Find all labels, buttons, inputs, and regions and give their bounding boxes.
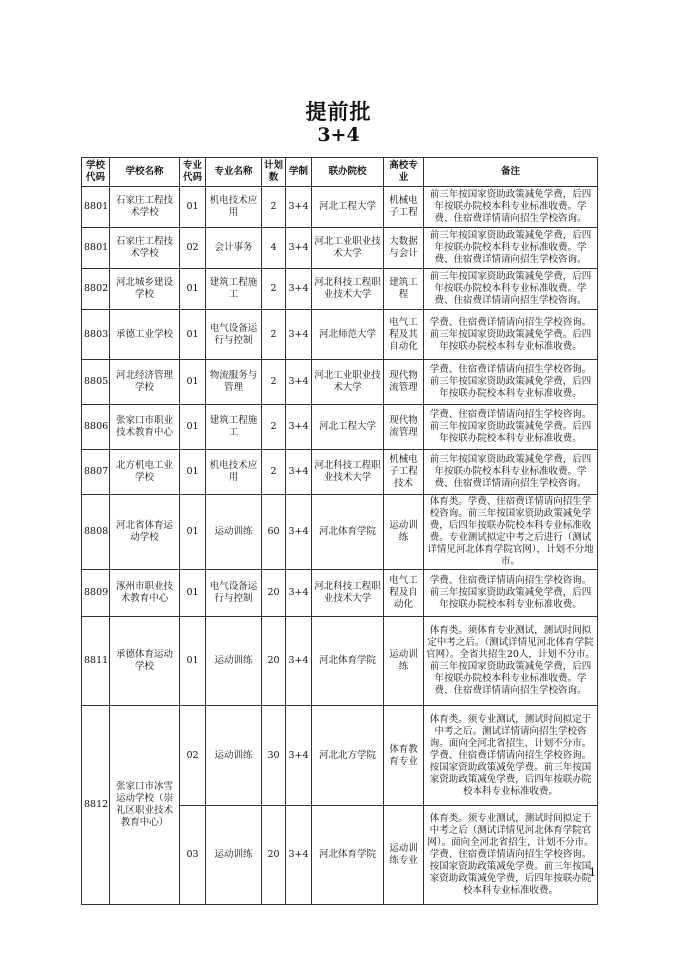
header-school-code: 学校代码 xyxy=(82,158,110,187)
cell-plan: 20 xyxy=(262,617,286,706)
cell-plan: 2 xyxy=(262,360,286,405)
cell-remark: 体育类。学费、住宿费详情请向招生学校咨询。前三年按国家资助政策减免学费，后四年按联办院校本科专业标准收费。专业测试拟定中考之后进行（测试详情见河北体育学院官网），计划不分地市。 xyxy=(424,495,598,570)
cell-major-code: 02 xyxy=(180,706,206,806)
header-plan: 计划数 xyxy=(262,158,286,187)
table-row xyxy=(82,405,598,450)
cell-partner: 河北北方学院 xyxy=(312,706,384,806)
cell-major: 运动训练 xyxy=(206,617,262,706)
cell-remark: 学费、住宿费详情请向招生学校咨询。前三年按国家资助政策减免学费，后四年按联办院校本科专业标准收费。 xyxy=(424,570,598,617)
cell-partner: 河北师范大学 xyxy=(312,310,384,360)
cell-plan: 20 xyxy=(262,570,286,617)
header-partner: 联办院校 xyxy=(312,158,384,187)
cell-college-major: 体育教育专业 xyxy=(384,706,424,806)
header-remark: 备注 xyxy=(424,158,598,187)
cell-college-major: 现代物流管理 xyxy=(384,405,424,450)
cell-code: 8808 xyxy=(82,495,110,570)
cell-plan: 2 xyxy=(262,310,286,360)
cell-partner: 河北科技工程职业技术大学 xyxy=(312,570,384,617)
cell-school: 张家口市冰雪运动学校（崇礼区职业技术教育中心） xyxy=(110,706,180,905)
cell-major: 会计事务 xyxy=(206,228,262,269)
cell-school: 北方机电工业学校 xyxy=(110,450,180,495)
cell-remark: 学费、住宿费详情请向招生学校咨询。前三年按国家资助政策减免学费，后四年按联办院校本科专业标准收费。 xyxy=(424,360,598,405)
cell-plan: 20 xyxy=(262,806,286,905)
cell-major-code: 02 xyxy=(180,228,206,269)
cell-major: 运动训练 xyxy=(206,706,262,806)
cell-school: 河北省体育运动学校 xyxy=(110,495,180,570)
cell-college-major: 机械电子工程技术 xyxy=(384,450,424,495)
cell-system: 3+4 xyxy=(286,806,312,905)
cell-system: 3+4 xyxy=(286,617,312,706)
cell-major-code: 01 xyxy=(180,310,206,360)
cell-major: 运动训练 xyxy=(206,495,262,570)
cell-system: 3+4 xyxy=(286,706,312,806)
cell-partner: 河北体育学院 xyxy=(312,495,384,570)
cell-major-code: 01 xyxy=(180,269,206,310)
cell-college-major: 运动训练 xyxy=(384,617,424,706)
cell-major-code: 03 xyxy=(180,806,206,905)
header-college-major: 高校专业 xyxy=(384,158,424,187)
cell-school: 承德体育运动学校 xyxy=(110,617,180,706)
cell-school: 承德工业学校 xyxy=(110,310,180,360)
cell-major-code: 01 xyxy=(180,405,206,450)
cell-plan: 30 xyxy=(262,706,286,806)
header-major-name: 专业名称 xyxy=(206,158,262,187)
cell-code: 8811 xyxy=(82,617,110,706)
cell-major-code: 01 xyxy=(180,495,206,570)
table-row xyxy=(82,187,598,228)
cell-remark: 前三年按国家资助政策减免学费，后四年按联办院校本科专业标准收费。学费、住宿费详情请向招生学校咨询。 xyxy=(424,228,598,269)
cell-college-major: 运动训练专业 xyxy=(384,806,424,905)
table-row xyxy=(82,617,598,706)
cell-major-code: 01 xyxy=(180,570,206,617)
cell-remark: 学费、住宿费详情请向招生学校咨询。前三年按国家资助政策减免学费。后四年按联办院校本科专业标准收费。 xyxy=(424,310,598,360)
cell-school: 石家庄工程技术学校 xyxy=(110,187,180,228)
cell-plan: 2 xyxy=(262,187,286,228)
cell-major-code: 01 xyxy=(180,360,206,405)
cell-partner: 河北科技工程职业技术大学 xyxy=(312,269,384,310)
cell-system: 3+4 xyxy=(286,495,312,570)
cell-code: 8806 xyxy=(82,405,110,450)
cell-partner: 河北工业职业技术大学 xyxy=(312,360,384,405)
cell-plan: 2 xyxy=(262,269,286,310)
cell-system: 3+4 xyxy=(286,450,312,495)
cell-major-code: 01 xyxy=(180,617,206,706)
table-row xyxy=(82,570,598,617)
cell-code: 8801 xyxy=(82,187,110,228)
cell-college-major: 机械电子工程 xyxy=(384,187,424,228)
cell-code: 8807 xyxy=(82,450,110,495)
cell-remark: 体育类。须体育专业测试，测试时间拟定中考之后。（测试详情见河北体育学院官网）。全省共招生20人，计划不分市。前三年按国家资助政策减免学费，后四年按联办院校本科专业标准收费。学费、住宿费详情请向招生学校咨询。 xyxy=(424,617,598,706)
cell-major: 建筑工程施工 xyxy=(206,405,262,450)
cell-plan: 60 xyxy=(262,495,286,570)
cell-major: 物流服务与管理 xyxy=(206,360,262,405)
cell-partner: 河北科技工程职业技术大学 xyxy=(312,450,384,495)
cell-code: 8801 xyxy=(82,228,110,269)
cell-remark: 体育类。须专业测试，测试时间拟定于中考之后。测试详情请向招生学校咨询。面向全河北省招生，计划不分市。学费、住宿费详情请向招生学校咨询。按国家资助政策减免学费。前三年按国家资助政策减免学费，后四年按联办院校本科专业标准收费。 xyxy=(424,706,598,806)
header-major-code: 专业代码 xyxy=(180,158,206,187)
cell-partner: 河北体育学院 xyxy=(312,617,384,706)
cell-code: 8809 xyxy=(82,570,110,617)
table-row xyxy=(82,706,598,806)
cell-college-major: 电气工程及自动化 xyxy=(384,570,424,617)
cell-school: 河北城乡建设学校 xyxy=(110,269,180,310)
cell-remark: 前三年按国家资助政策减免学费，后四年按联办院校本科专业标准收费。学费、住宿费详情请向招生学校咨询。 xyxy=(424,450,598,495)
cell-remark: 前三年按国家资助政策减免学费，后四年按联办院校本科专业标准收费。学费、住宿费详情请向招生学校咨询。 xyxy=(424,269,598,310)
page-number: 1 xyxy=(589,866,596,879)
table-row xyxy=(82,310,598,360)
cell-major: 建筑工程施工 xyxy=(206,269,262,310)
cell-code: 8803 xyxy=(82,310,110,360)
cell-system: 3+4 xyxy=(286,228,312,269)
cell-college-major: 大数据与会计 xyxy=(384,228,424,269)
cell-code: 8812 xyxy=(82,706,110,905)
header-system: 学制 xyxy=(286,158,312,187)
cell-system: 3+4 xyxy=(286,405,312,450)
cell-system: 3+4 xyxy=(286,360,312,405)
cell-school: 张家口市职业技术教育中心 xyxy=(110,405,180,450)
admission-table xyxy=(81,157,598,905)
cell-college-major: 现代物流管理 xyxy=(384,360,424,405)
cell-code: 8802 xyxy=(82,269,110,310)
cell-partner: 河北工程大学 xyxy=(312,405,384,450)
table-row xyxy=(82,228,598,269)
table-row xyxy=(82,269,598,310)
cell-system: 3+4 xyxy=(286,269,312,310)
cell-major-code: 01 xyxy=(180,187,206,228)
cell-school: 涿州市职业技术教育中心 xyxy=(110,570,180,617)
cell-plan: 2 xyxy=(262,405,286,450)
cell-remark: 前三年按国家资助政策减免学费，后四年按联办院校本科专业标准收费。学费、住宿费详情请向招生学校咨询。 xyxy=(424,187,598,228)
cell-system: 3+4 xyxy=(286,187,312,228)
table-header-row xyxy=(82,158,598,187)
cell-plan: 4 xyxy=(262,228,286,269)
cell-partner: 河北工程大学 xyxy=(312,187,384,228)
cell-major: 机电技术应用 xyxy=(206,450,262,495)
header-school-name: 学校名称 xyxy=(110,158,180,187)
cell-code: 8805 xyxy=(82,360,110,405)
cell-major-code: 01 xyxy=(180,450,206,495)
cell-college-major: 运动训练 xyxy=(384,495,424,570)
cell-system: 3+4 xyxy=(286,310,312,360)
cell-partner: 河北工业职业技术大学 xyxy=(312,228,384,269)
cell-partner: 河北体育学院 xyxy=(312,806,384,905)
table-row xyxy=(82,495,598,570)
table-row xyxy=(82,450,598,495)
cell-college-major: 建筑工程 xyxy=(384,269,424,310)
cell-major: 运动训练 xyxy=(206,806,262,905)
page-title: 提前批 xyxy=(305,99,372,124)
cell-school: 石家庄工程技术学校 xyxy=(110,228,180,269)
cell-system: 3+4 xyxy=(286,570,312,617)
cell-major: 电气设备运行与控制 xyxy=(206,570,262,617)
cell-school: 河北经济管理学校 xyxy=(110,360,180,405)
cell-remark: 学费、住宿费详情请向招生学校咨询。前三年按国家资助政策减免学费。后四年按联办院校本科专业标准收费。 xyxy=(424,405,598,450)
cell-major: 电气设备运行与控制 xyxy=(206,310,262,360)
table-row xyxy=(82,360,598,405)
cell-major: 机电技术应用 xyxy=(206,187,262,228)
page-subtitle: 3+4 xyxy=(317,124,360,146)
cell-college-major: 电气工程及其自动化 xyxy=(384,310,424,360)
cell-plan: 2 xyxy=(262,450,286,495)
cell-remark: 体育类。须专业测试，测试时间拟定于中考之后（测试详情见河北体育学院官网）。面向全河北省招生，计划不分市。学费、住宿费详情请向招生学校咨询。按国家资助政策减免学费。前三年按国家资助政策减免学费，后四年按联办院校本科专业标准收费。 xyxy=(424,806,598,905)
